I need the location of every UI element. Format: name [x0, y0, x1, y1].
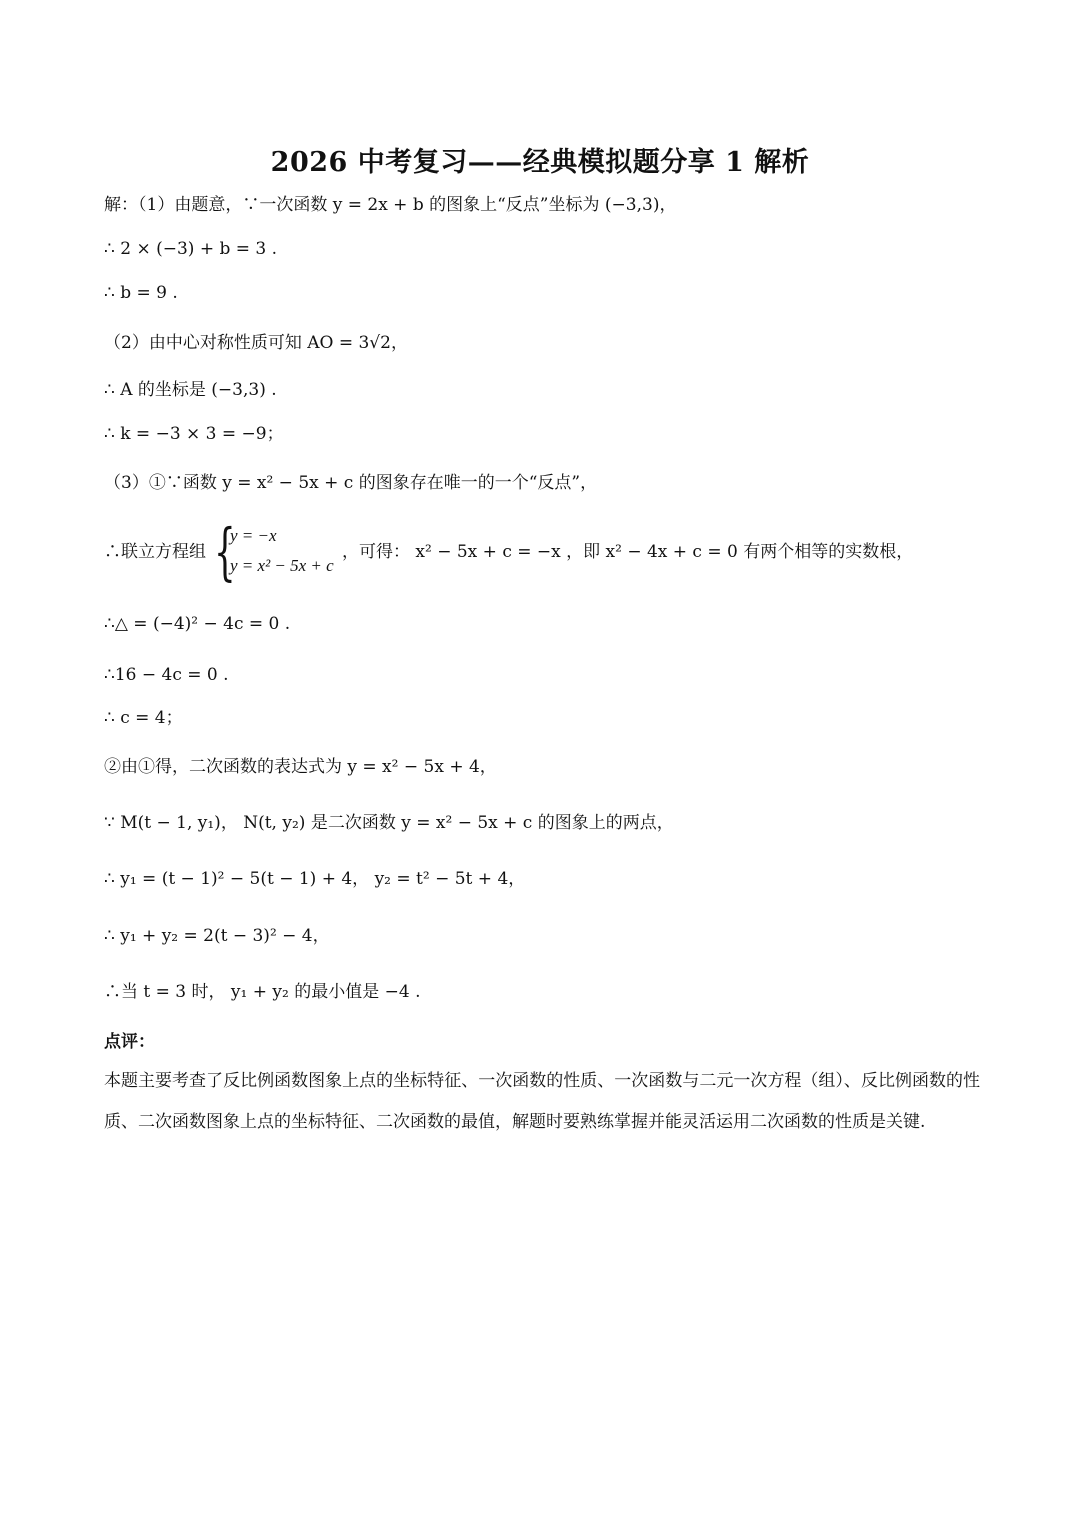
solution-line-6: ∴ k = −3 × 3 = −9； [104, 424, 284, 444]
solution-line-15: ∴ y₁ + y₂ = 2(t − 3)² − 4， [104, 926, 330, 946]
solution-line-5: ∴ A 的坐标是 (−3,3) . [104, 380, 277, 400]
solution-line-14: ∴ y₁ = (t − 1)² − 5(t − 1) + 4， y₂ = t² − 5t + 4， [104, 869, 526, 889]
solution-line-4: （2）由中心对称性质可知 AO = 3√2， [104, 333, 408, 353]
solution-line-12: ②由①得，二次函数的表达式为 y = x² − 5x + 4， [104, 757, 497, 777]
solution-line-11: ∴ c = 4； [104, 708, 183, 728]
comment-text: 本题主要考查了反比例函数图象上点的坐标特征、一次函数的性质、一次函数与二元一次方程（组）、反比例函数的性质、二次函数图象上点的坐标特征、二次函数的最值，解题时要熟练掌握并能灵活运用二次函数的性质是关键. [104, 1071, 980, 1132]
comment-heading: 点评： [104, 1032, 155, 1052]
solution-line-1: 解：（1）由题意，∵一次函数 y = 2x + b 的图象上“反点”坐标为 (−3,3)， [104, 195, 677, 215]
system-equation-1: y = −x [230, 526, 277, 545]
solution-line-3: ∴ b = 9 . [104, 283, 178, 303]
solution-line-8-suffix: ，可得： x² − 5x + c = −x ，即 x² − 4x + c = 0 有两个相等的实数根， [342, 542, 914, 562]
equation-system [214, 515, 354, 588]
system-equation-2: y = x² − 5x + c [230, 556, 334, 575]
solution-line-16: ∴当 t = 3 时， y₁ + y₂ 的最小值是 −4 . [104, 982, 421, 1002]
brace-symbol: { [214, 515, 236, 588]
solution-line-7: （3）①∵函数 y = x² − 5x + c 的图象存在唯一的一个“反点”， [104, 473, 598, 493]
solution-line-8-prefix: ∴联立方程组 [104, 542, 206, 562]
solution-line-13: ∵ M(t − 1, y₁)， N(t, y₂) 是二次函数 y = x² − 5x + c 的图象上的两点， [104, 813, 674, 833]
solution-line-9: ∴△ = (−4)² − 4c = 0 . [104, 614, 291, 634]
document-title: 2026 中考复习——经典模拟题分享 1 解析 [270, 147, 810, 178]
solution-line-2: ∴ 2 × (−3) + b = 3 . [104, 239, 278, 259]
solution-line-10: ∴16 − 4c = 0 . [104, 665, 229, 685]
